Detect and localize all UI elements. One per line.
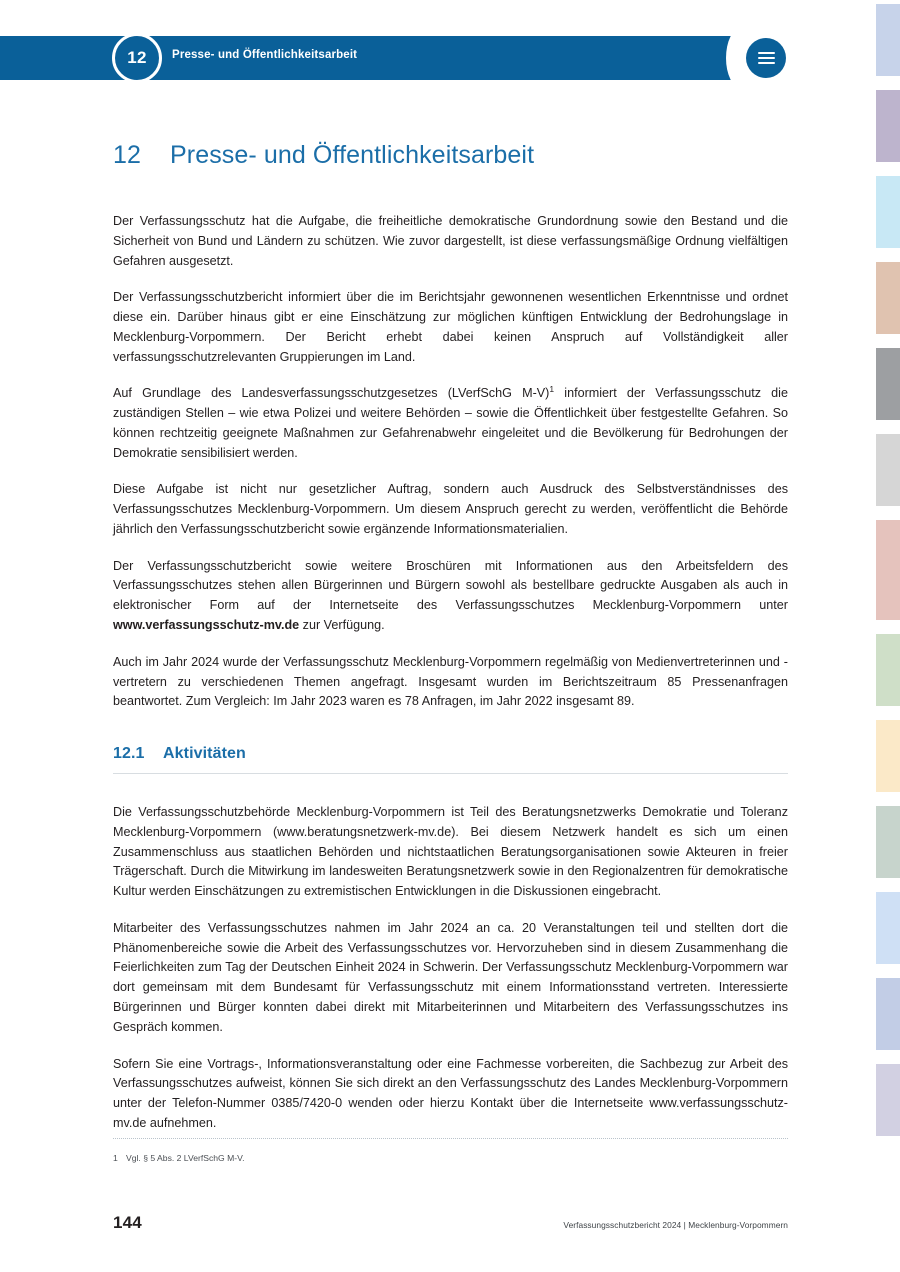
section-heading-text: Aktivitäten <box>163 745 246 763</box>
footnote-separator <box>113 1138 788 1139</box>
paragraph-medienanfragen: Auch im Jahr 2024 wurde der Verfassungsschutz Mecklenburg-Vorpommern regelmäßig von Medienvertreterinnen und -vertretern zu verschiedenen Themen angefragt. Insgesamt wurden im Berichtszeitraum 85 Pressenanfragen beantwortet. Zum Vergleich: Im Jahr 2023 waren es 78 Anfragen, im Jahr 2022 insgesamt 89. <box>113 654 788 709</box>
paragraph-rechtsgrundlage <box>113 384 788 463</box>
thumb-index-strip <box>860 0 900 1272</box>
paragraph-kontakt: Sofern Sie eine Vortrags-, Informationsveranstaltung oder eine Fachmesse vorbereiten, die Sachbezug zur Arbeit des Verfassungsschutzes aufweist, können Sie sich direkt an den Verfassungsschutz des Landes Mecklenburg-Vorpommern unter der Telefon-Nummer 0385/7420-0 wenden oder hierzu Kontakt über die Internetseite www.verfassungsschutz-mv.de aufnehmen. <box>113 1056 788 1130</box>
page-number: 144 <box>113 1213 142 1232</box>
page-content <box>113 140 788 1134</box>
thumb-index-tab[interactable] <box>876 434 900 506</box>
paragraph-bericht: Der Verfassungsschutzbericht informiert über die im Berichtsjahr gewonnenen wesentlichen Erkenntnisse und ordnet diese ein. Darüber hinaus gibt er eine Einschätzung zur möglichen künftigen Entwicklung der Bedrohungslage in Mecklenburg-Vorpommern. Der Bericht erhebt dabei keinen Anspruch auf Vollständigkeit aller verfassungsschutzrelevanten Gruppierungen im Land. <box>113 290 788 364</box>
running-header-title: Presse- und Öffentlichkeitsarbeit <box>172 49 358 61</box>
thumb-index-tab[interactable] <box>876 176 900 248</box>
footnote-number: 1 <box>113 1153 118 1163</box>
thumb-index-tab[interactable] <box>876 892 900 964</box>
chapter-title-text: Presse- und Öffentlichkeitsarbeit <box>170 141 535 169</box>
chapter-badge-number: 12 <box>127 48 147 67</box>
thumb-index-tab[interactable] <box>876 720 900 792</box>
thumb-index-tab[interactable] <box>876 978 900 1050</box>
section-heading <box>113 745 788 763</box>
hamburger-menu-bars <box>758 52 775 64</box>
paragraph-beratungsnetzwerk: Die Verfassungsschutzbehörde Mecklenburg-Vorpommern ist Teil des Beratungsnetzwerks Demokratie und Toleranz Mecklenburg-Vorpommern (www.beratungsnetzwerk-mv.de). Bei diesem Netzwerk handelt es sich um einen Zusammenschluss aus staatlichen Behörden und nichtstaatlichen Beratungsorganisationen sowie Akteuren in freier Trägerschaft. Durch die Mitwirkung im landesweiten Beratungsnetzwerk sowie in den Regionalzentren für demokratische Kultur werden Einschätzungen zu extremistischen Entwicklungen in die Diskussionen eingebracht. <box>113 805 788 899</box>
thumb-index-tab[interactable] <box>876 348 900 420</box>
footnote-marker-1[interactable]: 1 <box>549 384 555 395</box>
footnote-item <box>113 1152 788 1165</box>
thumb-index-tab[interactable] <box>876 520 900 620</box>
paragraph-broschueren-after: zur Verfügung. <box>299 618 385 633</box>
running-header-bar <box>0 36 740 80</box>
paragraph-broschueren-before: Der Verfassungsschutzbericht sowie weitere Broschüren mit Informationen aus den Arbeitsfeldern des Verfassungsschutzes stehen allen Bürgerinnen und Bürgern sowohl als bestellbare gedruckte Ausgaben als auch in elektronischer Form auf der Internetseite des Verfassungsschutzes Mecklenburg-Vorpommern unter <box>113 558 788 613</box>
hamburger-menu-icon[interactable] <box>746 38 786 78</box>
thumb-index-tab[interactable] <box>876 1064 900 1136</box>
paragraph-rechtsgrundlage-before: Auf Grundlage des Landesverfassungsschutzgesetzes (LVerfSchG M-V) <box>113 386 550 401</box>
paragraph-rechtsgrundlage-after: informiert der Verfassungsschutz die zuständigen Stellen – wie etwa Polizei und weitere Behörden – sowie die Öffentlichkeit über festgestellte Gefahren. So können rechtzeitig geeignete Maßnahmen zur Gefahrenabwehr eingeleitet und die Bevölkerung für Bedrohungen der Demokratie sensibilisiert werden. <box>113 386 788 460</box>
hamburger-bar-top <box>758 52 775 54</box>
section-heading-number: 12.1 <box>113 745 145 763</box>
page-title <box>113 140 788 170</box>
hamburger-bar-bottom <box>758 62 775 64</box>
chapter-title-number: 12 <box>113 141 142 169</box>
paragraph-aufgabe: Der Verfassungsschutz hat die Aufgabe, die freiheitliche demokratische Grundordnung sowie den Bestand und die Sicherheit von Bund und Ländern zu schützen. Wie zuvor dargestellt, ist diese verfassungsmäßige Ordnung vielfältigen Gefahren ausgesetzt. <box>113 214 788 268</box>
paragraph-broschueren <box>113 557 788 636</box>
intro-body <box>113 212 788 712</box>
footnote-text: Vgl. § 5 Abs. 2 LVerfSchG M-V. <box>126 1153 245 1163</box>
section-body <box>113 803 788 1133</box>
chapter-number-badge <box>112 33 162 83</box>
website-url-bold[interactable]: www.verfassungsschutz-mv.de <box>113 618 300 633</box>
hamburger-bar-middle <box>758 57 775 59</box>
thumb-index-tab[interactable] <box>876 4 900 76</box>
footnote-area <box>113 1138 788 1165</box>
page-footer <box>113 1213 788 1233</box>
paragraph-selbstverstaendnis: Diese Aufgabe ist nicht nur gesetzlicher Auftrag, sondern auch Ausdruck des Selbstverständnisses des Verfassungsschutzes Mecklenburg-Vorpommern. Um diesem Anspruch gerecht zu werden, veröffentlicht die Behörde jährlich den Verfassungsschutzbericht sowie ergänzende Informationsmaterialien. <box>113 482 788 536</box>
footer-report-title: Verfassungsschutzbericht 2024 | Mecklenburg-Vorpommern <box>563 1220 788 1230</box>
section-heading-rule <box>113 773 788 774</box>
thumb-index-tab[interactable] <box>876 90 900 162</box>
thumb-index-tab[interactable] <box>876 634 900 706</box>
paragraph-veranstaltungen: Mitarbeiter des Verfassungsschutzes nahmen im Jahr 2024 an ca. 20 Veranstaltungen teil und stellten dort die Phänomenbereiche sowie die Arbeit des Verfassungsschutzes vor. Hervorzuheben sind in diesem Zusammenhang die Feierlichkeiten zum Tag der Deutschen Einheit 2024 in Schwerin. Der Verfassungsschutz Mecklenburg-Vorpommern war dort gemeinsam mit dem Bundesamt für Verfassungsschutz mit einem Informationsstand vertreten. Interessierte Bürgerinnen und Bürger konnten dabei direkt mit Mitarbeiterinnen und Mitarbeitern des Verfassungsschutzes ins Gespräch kommen. <box>113 920 788 1034</box>
thumb-index-tab[interactable] <box>876 262 900 334</box>
thumb-index-tab[interactable] <box>876 806 900 878</box>
